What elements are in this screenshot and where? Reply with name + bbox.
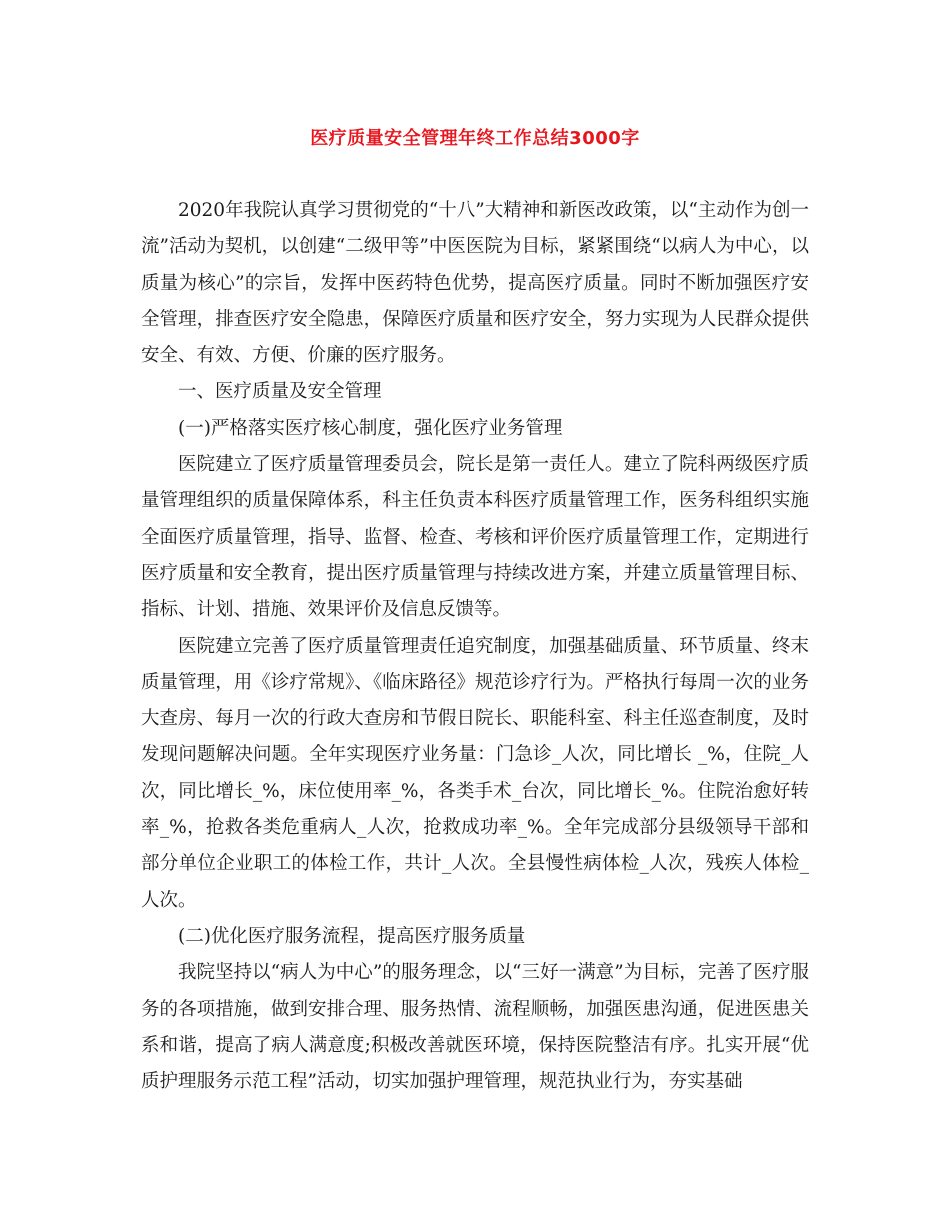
- document-title: 医疗质量安全管理年终工作总结3000字: [310, 128, 640, 149]
- section-heading-1: 一、医疗质量及安全管理: [178, 381, 382, 403]
- paragraph-accountability: 医院建立完善了医疗质量管理责任追究制度，加强基础质量、环节质量、终末质量管理，用《诊疗常规》、《临床路径》规范诊疗行为。严格执行每周一次的业务大查房、每月一次的行政大查房和节假日院长、职能科室、科主任巡查制度，及时发现问题解决问题。全年实现医疗业务量：门急诊_人次，同比增长 _%，住院_人次，同比增长_%，床位使用率_%，各类手术_台次，同比增长_%。住院治愈好转率_%，抢救各类危重病人_人次，抢救成功率_%。全年完成部分县级领导干部和部分单位企业职工的体检工作，共计_人次。全县慢性病体检_人次，残疾人体检_人次。: [141, 635, 809, 911]
- paragraph-quality-committee: 医院建立了医疗质量管理委员会，院长是第一责任人。建立了院科两级医疗质量管理组织的质量保障体系，科主任负责本科医疗质量管理工作，医务科组织实施全面医疗质量管理，指导、监督、检查、考核和评价医疗质量管理工作，定期进行医疗质量和安全教育，提出医疗质量管理与持续改进方案，并建立质量管理目标、指标、计划、措施、效果评价及信息反馈等。: [141, 454, 809, 621]
- subsection-heading-1: (一)严格落实医疗核心制度，强化医疗业务管理: [178, 417, 563, 439]
- paragraph-service-process: 我院坚持以“病人为中心”的服务理念，以“三好一满意”为目标，完善了医疗服务的各项措施，做到安排合理、服务热情、流程顺畅，加强医患沟通，促进医患关系和谐，提高了病人满意度;积极改善就医环境，保持医院整洁有序。扎实开展“优质护理服务示范工程”活动，切实加强护理管理，规范执业行为，夯实基础: [141, 962, 809, 1093]
- document-body: [141, 193, 809, 1100]
- paragraph-intro: 2020年我院认真学习贯彻党的“十八”大精神和新医改政策，以“主动作为创一流”活动为契机，以创建“二级甲等”中医医院为目标，紧紧围绕“以病人为中心，以质量为核心”的宗旨，发挥中医药特色优势，提高医疗质量。同时不断加强医疗安全管理，排查医疗安全隐患，保障医疗质量和医疗安全，努力实现为人民群众提供安全、有效、方便、价廉的医疗服务。: [141, 200, 809, 367]
- subsection-heading-2: (二)优化医疗服务流程，提高医疗服务质量: [178, 925, 526, 947]
